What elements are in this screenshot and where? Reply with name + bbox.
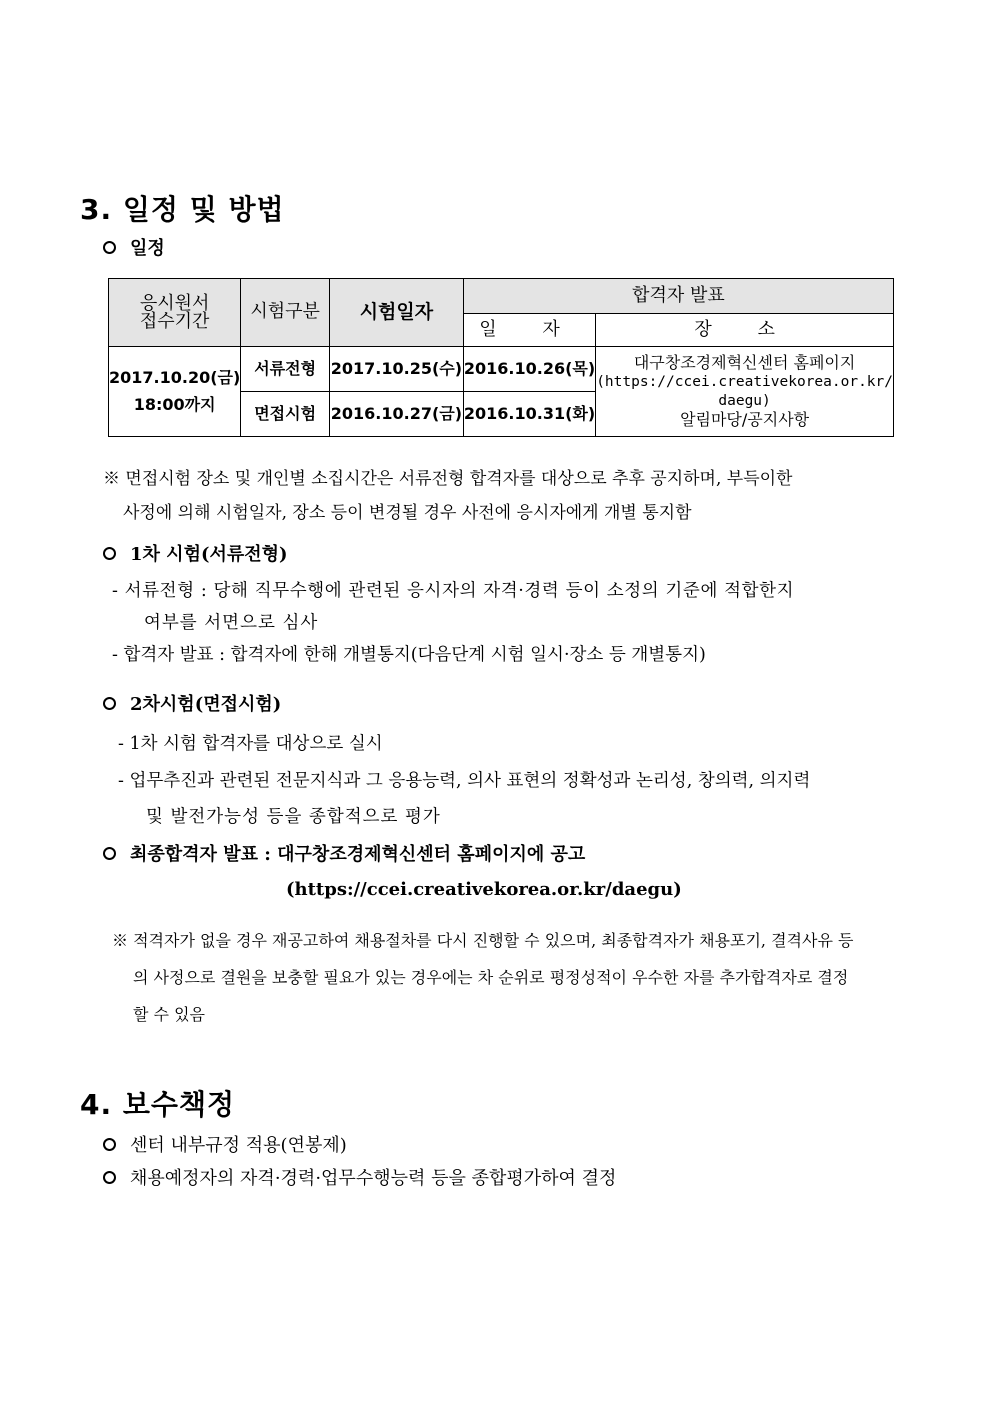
stage1-heading-label: 1차 시험(서류전형) — [130, 544, 288, 565]
stage1-heading — [103, 540, 288, 566]
col-announce-date-header — [463, 314, 595, 347]
application-period-cell — [109, 347, 241, 437]
section3-title: 3. 일정 및 방법 — [80, 193, 285, 226]
section4-item1-label: 센터 내부규정 적용(연봉제) — [130, 1135, 347, 1156]
section4-title: 4. 보수책정 — [80, 1088, 236, 1121]
section4-item2-label: 채용예정자의 자격·경력·업무수행능력 등을 종합평가하여 결정 — [130, 1168, 617, 1189]
row1-exam-date: 2017.10.25(수) — [329, 347, 463, 392]
col-announce-place-label: 장 소 — [694, 318, 795, 340]
note1-line2: 사정에 의해 시험일자, 장소 등이 변경될 경우 사전에 응시자에게 개별 통지함 — [123, 503, 692, 523]
stage2-item1: - 1차 시험 합격자를 대상으로 실시 — [118, 734, 383, 754]
circle-bullet-icon — [103, 1138, 116, 1151]
place-line2: (https://ccei.creativekorea.or.kr/ — [596, 374, 893, 391]
section4-item2 — [103, 1164, 616, 1190]
stage1-item2: - 합격자 발표 : 합격자에 한해 개별통지(다음단계 시험 일시·장소 등 개별통지) — [112, 645, 706, 665]
application-time: 18:00까지 — [133, 394, 216, 414]
place-line3: daegu) — [718, 392, 771, 409]
row1-type: 서류전형 — [241, 347, 330, 392]
section4-item1 — [103, 1131, 347, 1157]
place-line1: 대구창조경제혁신센터 홈페이지 — [633, 353, 856, 373]
circle-bullet-icon — [103, 241, 116, 254]
circle-bullet-icon — [103, 697, 116, 710]
schedule-table — [108, 278, 894, 437]
final-heading-label: 최종합격자 발표 : 대구창조경제혁신센터 홈페이지에 공고 — [130, 844, 586, 865]
note1-line1: ※ 면접시험 장소 및 개인별 소집시간은 서류전형 합격자를 대상으로 추후 공지하며, 부득이한 — [103, 469, 793, 489]
schedule-heading — [103, 234, 165, 260]
circle-bullet-icon — [103, 1171, 116, 1184]
stage2-item2-line1: - 업무추진과 관련된 전문지식과 그 응용능력, 의사 표현의 정확성과 논리성, 창의력, 의지력 — [118, 771, 811, 791]
col-type-header: 시험구분 — [241, 279, 330, 347]
row2-announce-date: 2016.10.31(화) — [463, 392, 595, 437]
col-announce-date-label: 일 자 — [479, 318, 580, 340]
stage2-item2-line2: 및 발전가능성 등을 종합적으로 평가 — [146, 807, 441, 827]
col-announce-place-header — [596, 314, 894, 347]
note2-line1: ※ 적격자가 없을 경우 재공고하여 채용절차를 다시 진행할 수 있으며, 최종합격자가 채용포기, 결격사유 등 — [112, 931, 854, 950]
final-url: (https://ccei.creativekorea.or.kr/daegu) — [286, 879, 682, 900]
col-application-header — [109, 279, 241, 347]
row2-exam-date: 2016.10.27(금) — [329, 392, 463, 437]
note2-line3: 할 수 있음 — [133, 1005, 205, 1024]
stage1-item1-line1: - 서류전형 : 당해 직무수행에 관련된 응시자의 자격·경력 등이 소정의 기준에 적합한지 — [112, 581, 795, 601]
announce-place-cell — [596, 347, 894, 437]
note2-line2: 의 사정으로 결원을 보충할 필요가 있는 경우에는 차 순위로 평정성적이 우수한 자를 추가합격자로 결정 — [133, 968, 849, 987]
application-period: 2017.10.20(금) — [109, 368, 241, 388]
col-date-header: 시험일자 — [329, 279, 463, 347]
circle-bullet-icon — [103, 847, 116, 860]
final-heading — [103, 840, 585, 866]
col-announce-header: 합격자 발표 — [463, 279, 893, 314]
col-application-label: 응시원서 접수기간 — [139, 292, 210, 332]
schedule-heading-label: 일정 — [130, 238, 165, 259]
stage2-heading — [103, 690, 281, 716]
place-line4: 알림마당/공지사항 — [680, 409, 810, 429]
circle-bullet-icon — [103, 547, 116, 560]
row1-announce-date: 2016.10.26(목) — [463, 347, 595, 392]
stage1-item1-line2: 여부를 서면으로 심사 — [144, 613, 319, 633]
row2-type: 면접시험 — [241, 392, 330, 437]
stage2-heading-label: 2차시험(면접시험) — [130, 694, 282, 715]
